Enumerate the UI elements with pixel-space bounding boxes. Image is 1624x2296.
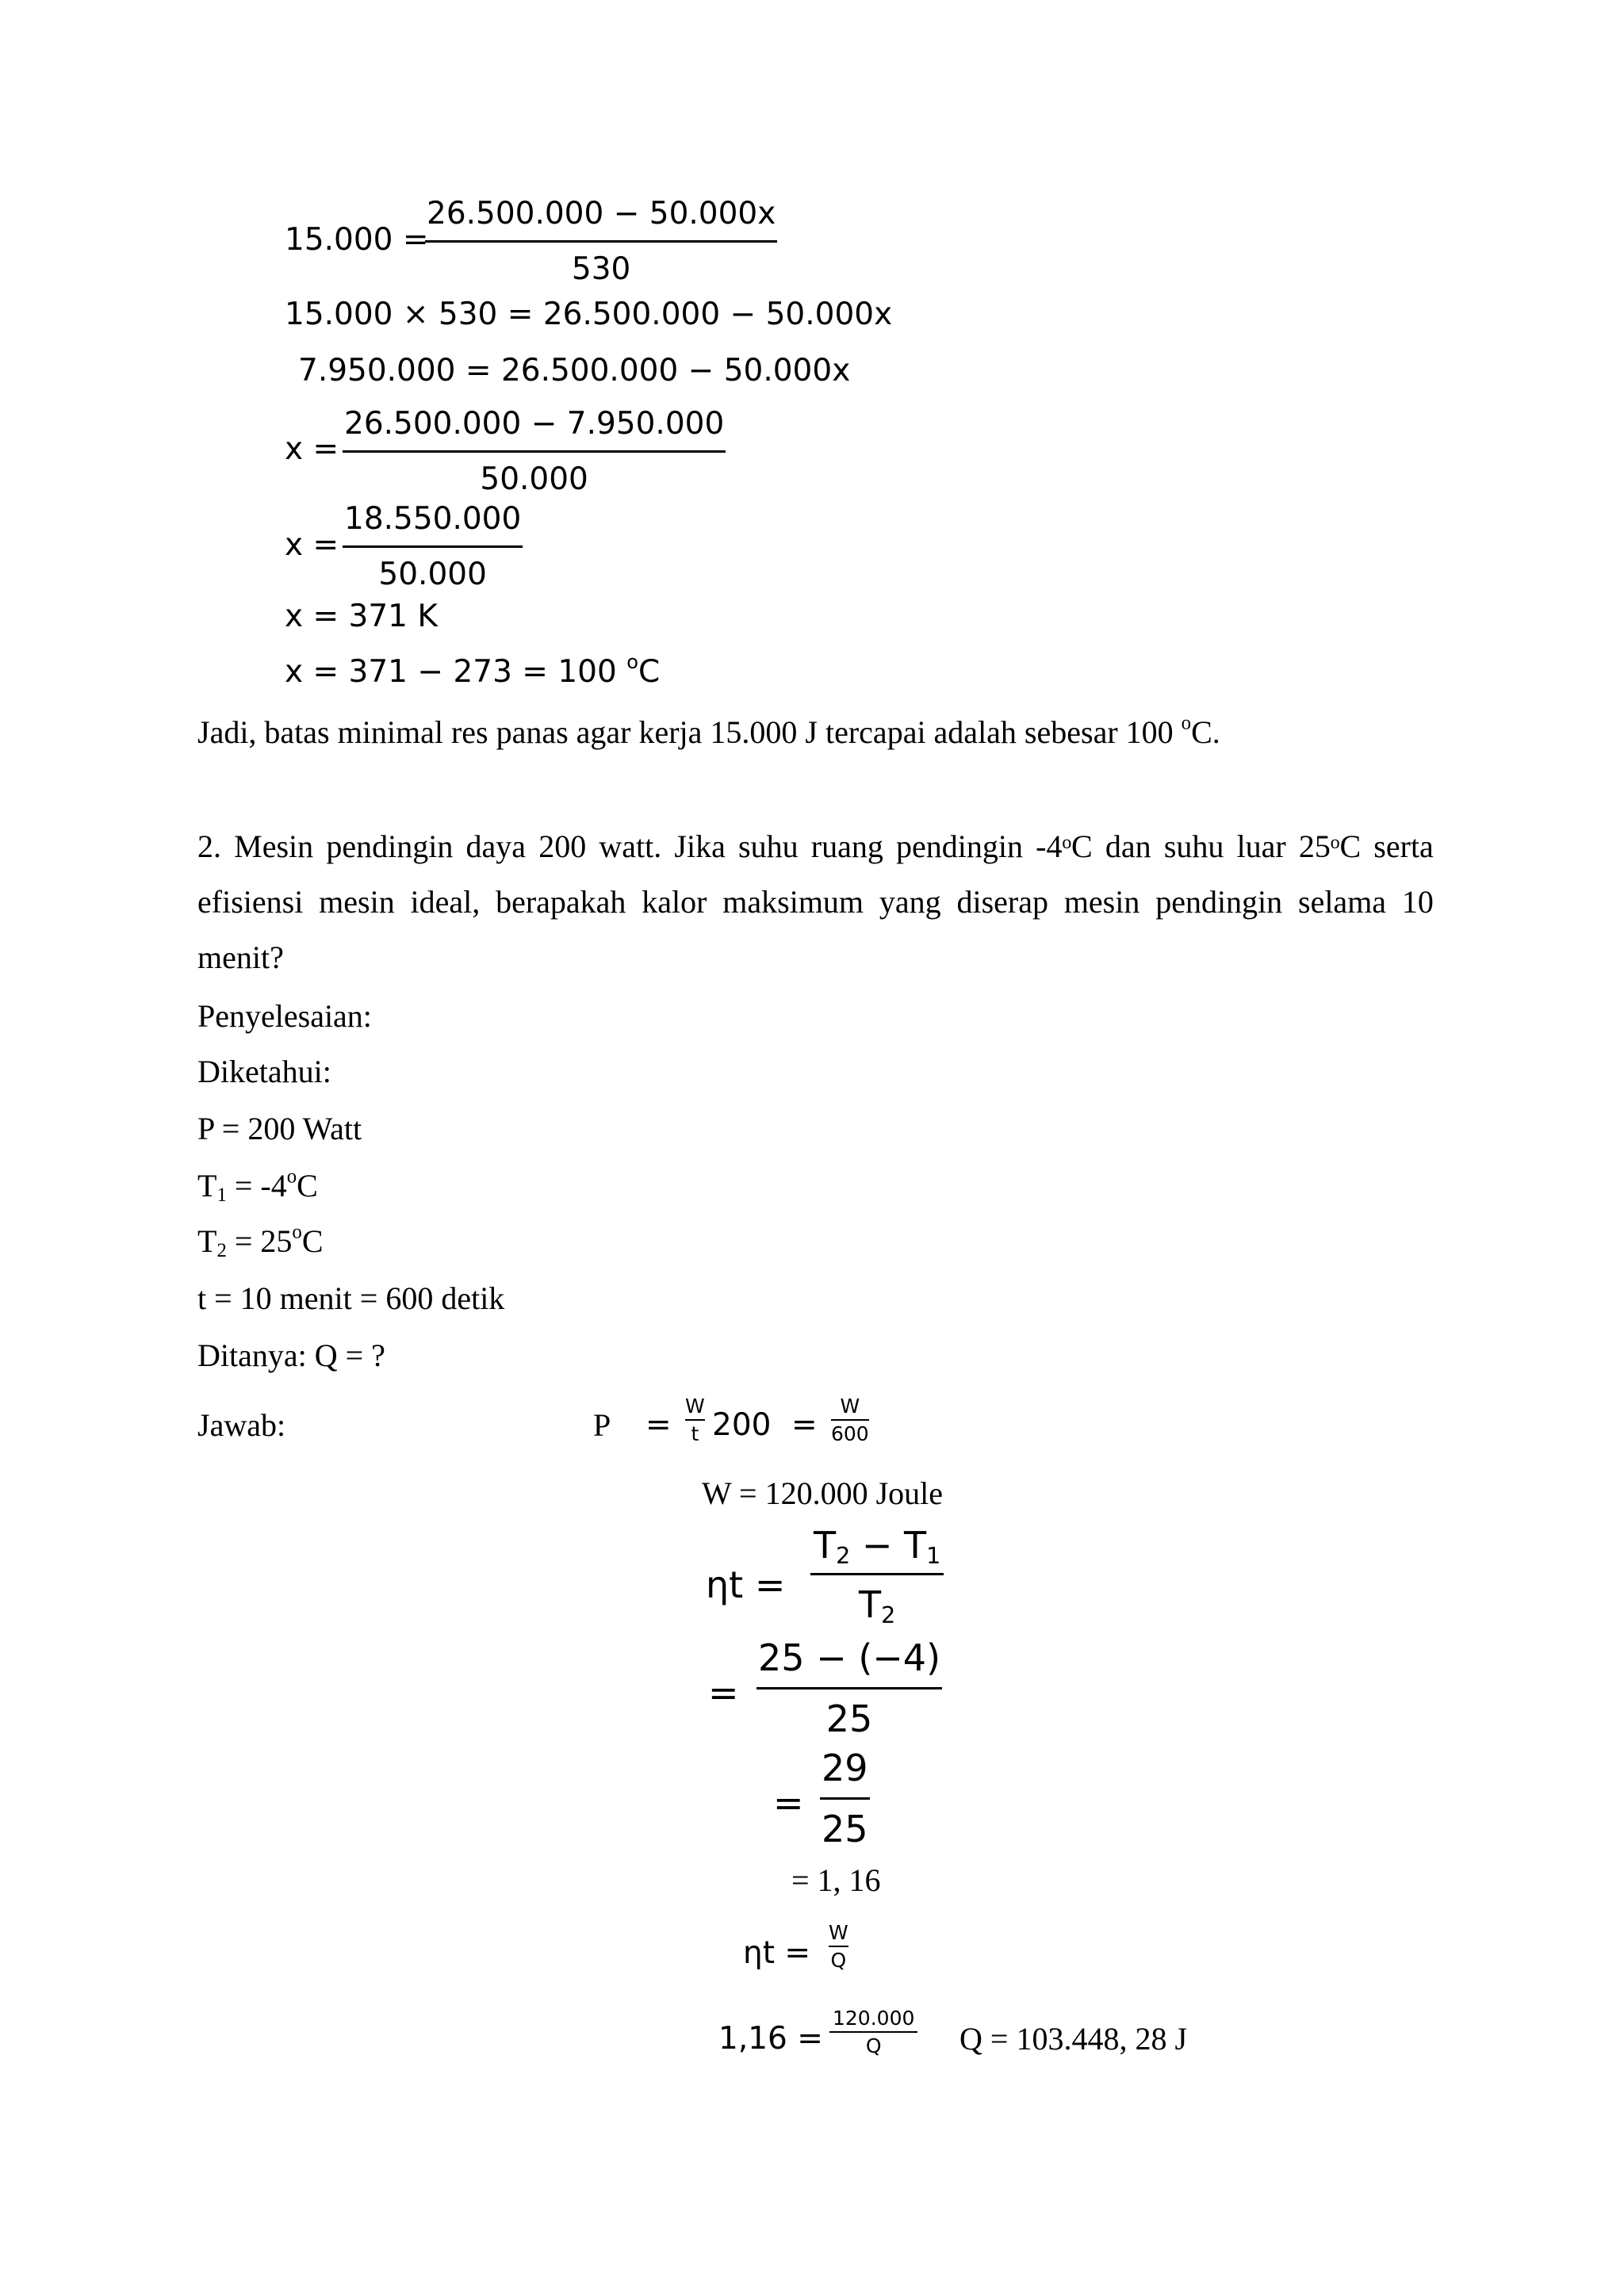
t2-unit: C (301, 1223, 324, 1259)
word: daya (465, 828, 527, 864)
t1-subscript: 1 (216, 1184, 227, 1207)
problem-2-line-3: menit? (197, 939, 284, 975)
eq7 (285, 651, 661, 690)
work-numerator: W (829, 1921, 848, 1944)
eq5-lhs: x = (285, 527, 339, 563)
equals-sign: = (708, 1671, 739, 1714)
problem-2-line-2 (197, 886, 1434, 918)
word: 2. (197, 828, 221, 864)
final-denominator: Q (865, 2034, 882, 2057)
degree-mark: o (292, 1221, 302, 1243)
t2-value: = 25 (226, 1223, 293, 1259)
degree-mark: o (286, 1165, 297, 1188)
t2-symbol: T (197, 1223, 217, 1259)
substitution-fraction (756, 1636, 942, 1740)
word: mesin (1063, 884, 1140, 920)
simplified-numerator: 29 (822, 1747, 868, 1789)
simplified-denominator: 25 (822, 1808, 868, 1850)
t2-symbol: T (814, 1524, 837, 1567)
eq1-fraction (425, 198, 777, 285)
word: efisiensi (197, 884, 304, 920)
word: 200 (538, 828, 587, 864)
eq7-text: x = 371 − 273 = 100 (285, 654, 627, 690)
efficiency-value: = 1, 16 (791, 1862, 881, 1898)
power-fraction (685, 1396, 705, 1444)
t1-subscript: 1 (926, 1543, 941, 1570)
word: Jika (674, 828, 726, 864)
t2-given (197, 1221, 324, 1262)
word: 25ᵒC (1298, 828, 1362, 864)
word: ruang (810, 828, 883, 864)
conclusion-unit: C. (1191, 714, 1220, 750)
word: maksimum (722, 884, 864, 920)
solution-label: Penyelesaian: (197, 998, 372, 1034)
problem-2-line-1 (197, 828, 1434, 864)
word: watt. (599, 828, 662, 864)
eq1-lhs: 15.000 = (285, 222, 429, 258)
power-denominator: t (691, 1422, 699, 1445)
eq4-fraction (343, 408, 726, 495)
final-numerator: 120.000 (833, 2007, 915, 2030)
equals-sign: = (791, 1407, 818, 1443)
word: ideal, (410, 884, 481, 920)
final-fraction (829, 2008, 917, 2056)
eq4-lhs: x = (285, 431, 339, 467)
word: suhu (738, 828, 799, 864)
time-denominator: 600 (831, 1422, 869, 1445)
t2-subscript: 2 (836, 1543, 851, 1570)
equals-sign: = (645, 1407, 672, 1443)
efficiency-numerator (810, 1524, 944, 1573)
word: diserap (956, 884, 1048, 920)
eq5-numerator: 18.550.000 (344, 501, 522, 537)
heat-denominator: Q (830, 1949, 847, 1972)
degree-mark: o (626, 651, 639, 674)
known-label: Diketahui: (197, 1054, 331, 1089)
efficiency-lhs: ηt = (743, 1935, 811, 1971)
minus-t1: − T (850, 1524, 927, 1567)
power-given: P = 200 Watt (197, 1111, 362, 1146)
power-symbol: P (593, 1407, 611, 1443)
efficiency-denominator (859, 1575, 896, 1629)
word: 10 (1401, 884, 1434, 920)
word: suhu (1163, 828, 1224, 864)
t2-symbol: T (859, 1583, 882, 1626)
power-value: 200 (712, 1407, 772, 1443)
word: dan (1105, 828, 1151, 864)
eq3: 7.950.000 = 26.500.000 − 50.000x (298, 353, 851, 388)
word: yang (879, 884, 941, 920)
efficiency-formula-fraction (810, 1524, 944, 1629)
eq5-denominator: 50.000 (378, 557, 487, 592)
final-result: Q = 103.448, 28 J (959, 2021, 1188, 2057)
work-time-fraction (831, 1396, 869, 1444)
t2-subscript: 2 (881, 1602, 896, 1629)
eq2: 15.000 × 530 = 26.500.000 − 50.000x (285, 297, 893, 332)
word: -4ᵒC (1036, 828, 1093, 864)
work-heat-fraction (829, 1923, 848, 1970)
eq4-numerator: 26.500.000 − 7.950.000 (344, 406, 725, 442)
efficiency-lhs: ηt = (706, 1563, 786, 1606)
word: pendingin (1155, 884, 1283, 920)
simplified-fraction (820, 1747, 870, 1850)
word: pendingin (326, 828, 454, 864)
word: berapakah (496, 884, 626, 920)
answer-label: Jawab: (197, 1407, 286, 1443)
time-given: t = 10 menit = 600 detik (197, 1280, 505, 1316)
t1-given (197, 1165, 318, 1207)
word: luar (1236, 828, 1286, 864)
word: selama (1298, 884, 1387, 920)
eq6: x = 371 K (285, 599, 438, 634)
eq1-denominator: 530 (571, 251, 631, 287)
t2-subscript: 2 (216, 1240, 227, 1262)
word: pendingin (896, 828, 1023, 864)
substitution-denominator: 25 (825, 1697, 873, 1740)
eq1-numerator: 26.500.000 − 50.000x (427, 196, 776, 232)
final-lhs: 1,16 = (718, 2021, 823, 2057)
substitution-numerator: 25 − (−4) (758, 1636, 941, 1679)
asked-line: Ditanya: Q = ? (197, 1337, 385, 1373)
word: mesin (319, 884, 395, 920)
conclusion-main: Jadi, batas minimal res panas agar kerja 15.000 J tercapai adalah sebesar 100 (197, 714, 1182, 750)
eq7-unit: C (638, 654, 661, 690)
work-numerator: W (840, 1395, 860, 1418)
word: Mesin (234, 828, 314, 864)
word: serta (1373, 828, 1434, 864)
work-result: W = 120.000 Joule (702, 1475, 944, 1511)
t1-unit: C (297, 1168, 318, 1203)
eq5-fraction (343, 503, 523, 590)
power-numerator: W (685, 1395, 705, 1418)
word: kalor (642, 884, 707, 920)
conclusion-text (197, 712, 1220, 750)
eq4-denominator: 50.000 (480, 461, 588, 497)
t1-value: = -4 (226, 1168, 287, 1203)
equals-sign: = (773, 1781, 804, 1824)
t1-symbol: T (197, 1168, 217, 1203)
degree-mark: o (1181, 712, 1192, 734)
